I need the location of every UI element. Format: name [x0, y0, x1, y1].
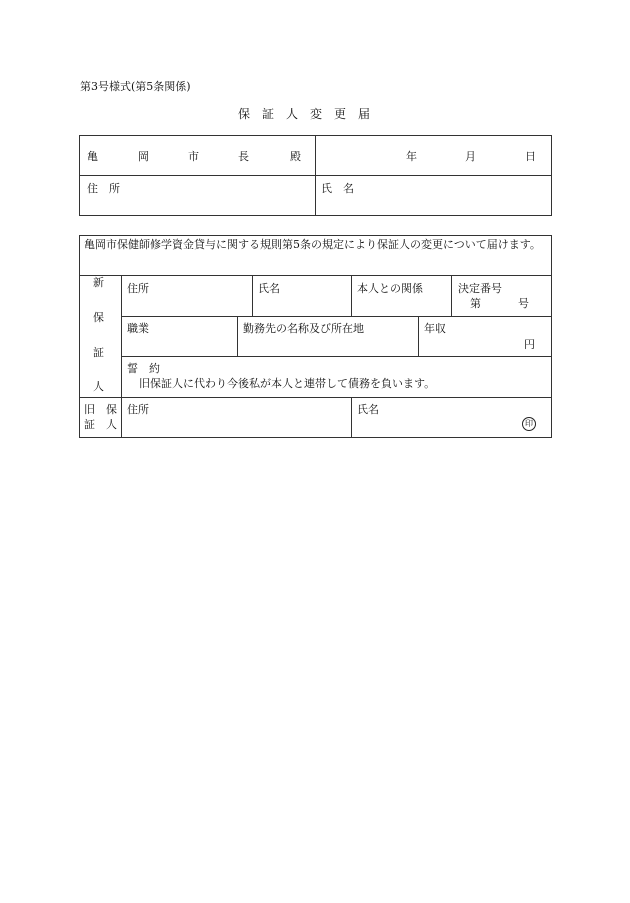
- new-guarantor-label-char: 証: [93, 346, 104, 359]
- addressee-char: 殿: [290, 150, 301, 163]
- decision-number-suffix: 号: [518, 297, 529, 310]
- date-year-label: 年: [406, 150, 417, 163]
- seal-icon: 印: [522, 417, 536, 431]
- form-number: 第3号様式(第5条関係): [80, 80, 191, 93]
- decision-number-prefix: 第: [470, 297, 481, 310]
- new-guarantor-label-char: 人: [93, 380, 104, 393]
- old-guarantor-label-line: 証 人: [84, 418, 117, 431]
- pledge-text: 旧保証人に代わり今後私が本人と連帯して債務を負います。: [139, 377, 436, 390]
- statement-text: 亀岡市保健師修学資金貸与に関する規則第5条の規定により保証人の変更について届けます。: [84, 238, 541, 251]
- new-guarantor-label-char: 新: [93, 276, 104, 289]
- guarantor-table: [79, 235, 552, 438]
- applicant-address-label: 住 所: [87, 182, 120, 195]
- workplace-label: 勤務先の名称及び所在地: [243, 322, 364, 335]
- occupation-label: 職業: [127, 322, 149, 335]
- relation-label: 本人との関係: [357, 282, 423, 295]
- old-guarantor-address-label: 住所: [127, 403, 149, 416]
- old-guarantor-name-label: 氏名: [357, 403, 379, 416]
- applicant-name-label: 氏 名: [321, 182, 354, 195]
- income-label: 年収: [424, 322, 446, 335]
- date-day-label: 日: [525, 150, 536, 163]
- pledge-label: 誓 約: [127, 362, 160, 375]
- new-guarantor-label-char: 保: [93, 311, 104, 324]
- date-month-label: 月: [465, 150, 476, 163]
- addressee-char: 長: [238, 150, 249, 163]
- page-title: 保 証 人 変 更 届: [238, 107, 371, 121]
- new-guarantor-name-label: 氏名: [258, 282, 280, 295]
- addressee-char: 亀: [87, 150, 98, 163]
- decision-number-label: 決定番号: [458, 282, 502, 295]
- old-guarantor-label-line: 旧 保: [84, 403, 117, 416]
- addressee-char: 市: [188, 150, 199, 163]
- addressee-char: 岡: [138, 150, 149, 163]
- income-unit: 円: [524, 338, 535, 351]
- new-guarantor-address-label: 住所: [127, 282, 149, 295]
